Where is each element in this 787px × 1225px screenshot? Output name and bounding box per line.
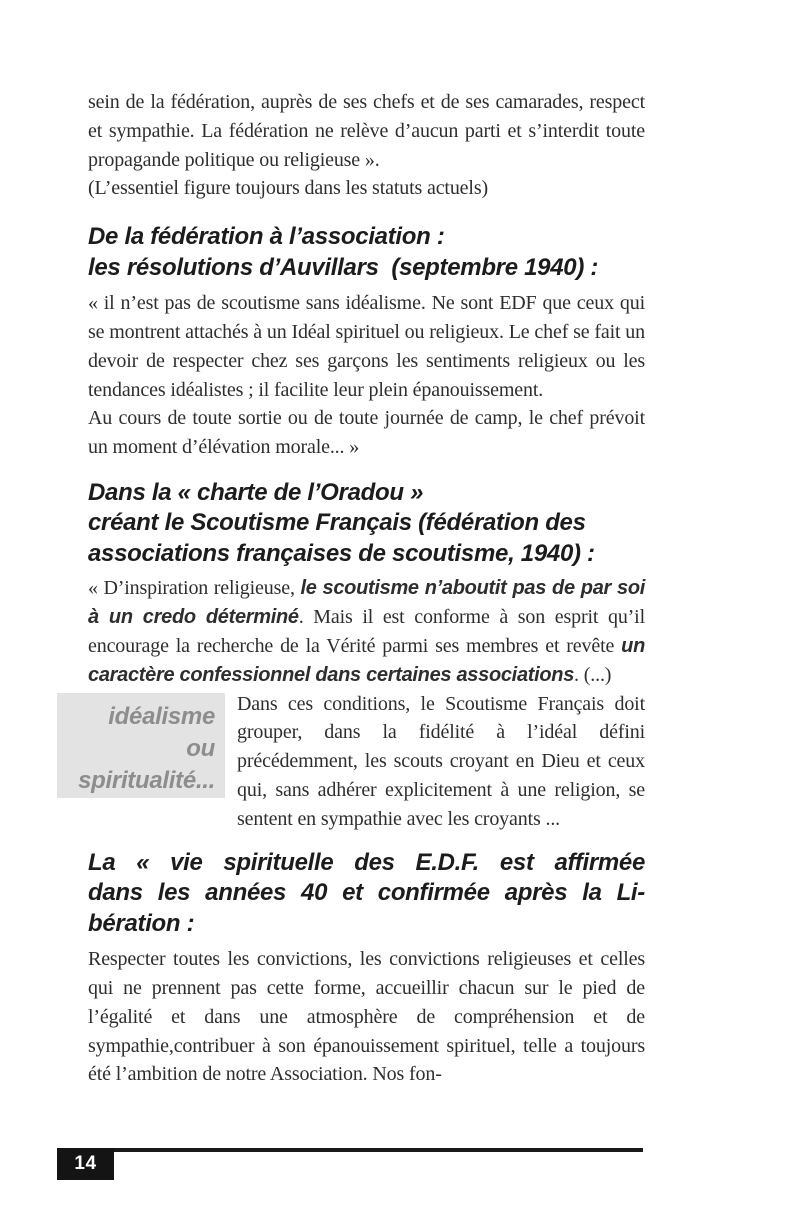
text-segment: . Mais il est conforme à son esprit qu’il encourage la recherche de la Vérité parmi ses membres et revête — [88, 606, 645, 658]
section2-heading — [88, 478, 645, 570]
sidebar-callout — [57, 693, 225, 798]
text-line: De la fédération à l’association : — [88, 223, 445, 251]
text-segment: le scoutisme n’aboutit pas de par soi à un credo déterminé — [88, 577, 645, 629]
text-segment: un caractère confessionnel dans certaines associations — [88, 635, 645, 686]
section2-quote-paragraph — [88, 574, 645, 689]
text-segment: . (...) — [574, 663, 612, 686]
section2-wrap-paragraph — [78, 690, 645, 834]
intro-paragraph: sein de la fédération, auprès de ses chefs et de ses camarades, respect et sympathie. La fédération ne relève d’aucun parti et s’interdit toute propagande politique ou religieuse ». — [88, 91, 645, 171]
section1-heading — [88, 222, 645, 283]
page-number-badge — [57, 1148, 114, 1180]
text-line: spiritualité... — [78, 766, 215, 794]
text-line: dans les années 40 et confirmée après la Li- — [88, 879, 645, 907]
text-line: bération : — [88, 909, 195, 937]
text-line: idéalisme — [108, 702, 215, 730]
text-line: La « vie spirituelle des E.D.F. est affirmée — [88, 848, 645, 876]
section2-wrap-text: Dans ces conditions, le Scoutisme Français doit grouper, dans la fidélité à l’idéal défini précédemment, les scouts croyant en Dieu et ceux qui, sans adhérer explicitement à une religion, se sentent en sympathie avec les croyants ... — [237, 692, 645, 830]
section1-quote-paragraph: « il n’est pas de scoutisme sans idéalisme. Ne sont EDF que ceux qui se montrent attachés à un Idéal spirituel ou religieux. Le chef se fait un devoir de respecter chez ses garçons les sentiments religieux ou les tendances idéalistes ; il facilite leur plein épanouissement. — [88, 292, 645, 401]
text-line: Dans la « charte de l’Oradou » — [88, 478, 424, 506]
section3-paragraph: Respecter toutes les convictions, les convictions religieuses et celles qui ne prennent pas cette forme, accueillir chacun sur le pied de l’égalité et dans une atmosphère de compréhension et de sympathie,contribuer à son épanouissement spirituel, telle a toujours été l’ambition de notre Association. Nos fon- — [88, 948, 645, 1086]
intro-note: (L’essentiel figure toujours dans les statuts actuels) — [88, 177, 488, 200]
text-column — [78, 88, 645, 1089]
page-number: 14 — [74, 1153, 97, 1174]
footer-rule — [57, 1148, 643, 1152]
text-line: associations françaises de scoutisme, 1940) : — [88, 539, 595, 567]
text-segment: « D’inspiration religieuse, — [88, 577, 301, 600]
section1-quote-paragraph-2: Au cours de toute sortie ou de toute journée de camp, le chef prévoit un moment d’élévation morale... » — [88, 407, 645, 459]
text-line: ou — [186, 734, 215, 762]
text-line: les résolutions d’Auvillars (septembre 1940) : — [88, 253, 599, 281]
section3-heading — [88, 848, 645, 940]
text-line: créant le Scoutisme Français (fédération des — [88, 509, 586, 537]
